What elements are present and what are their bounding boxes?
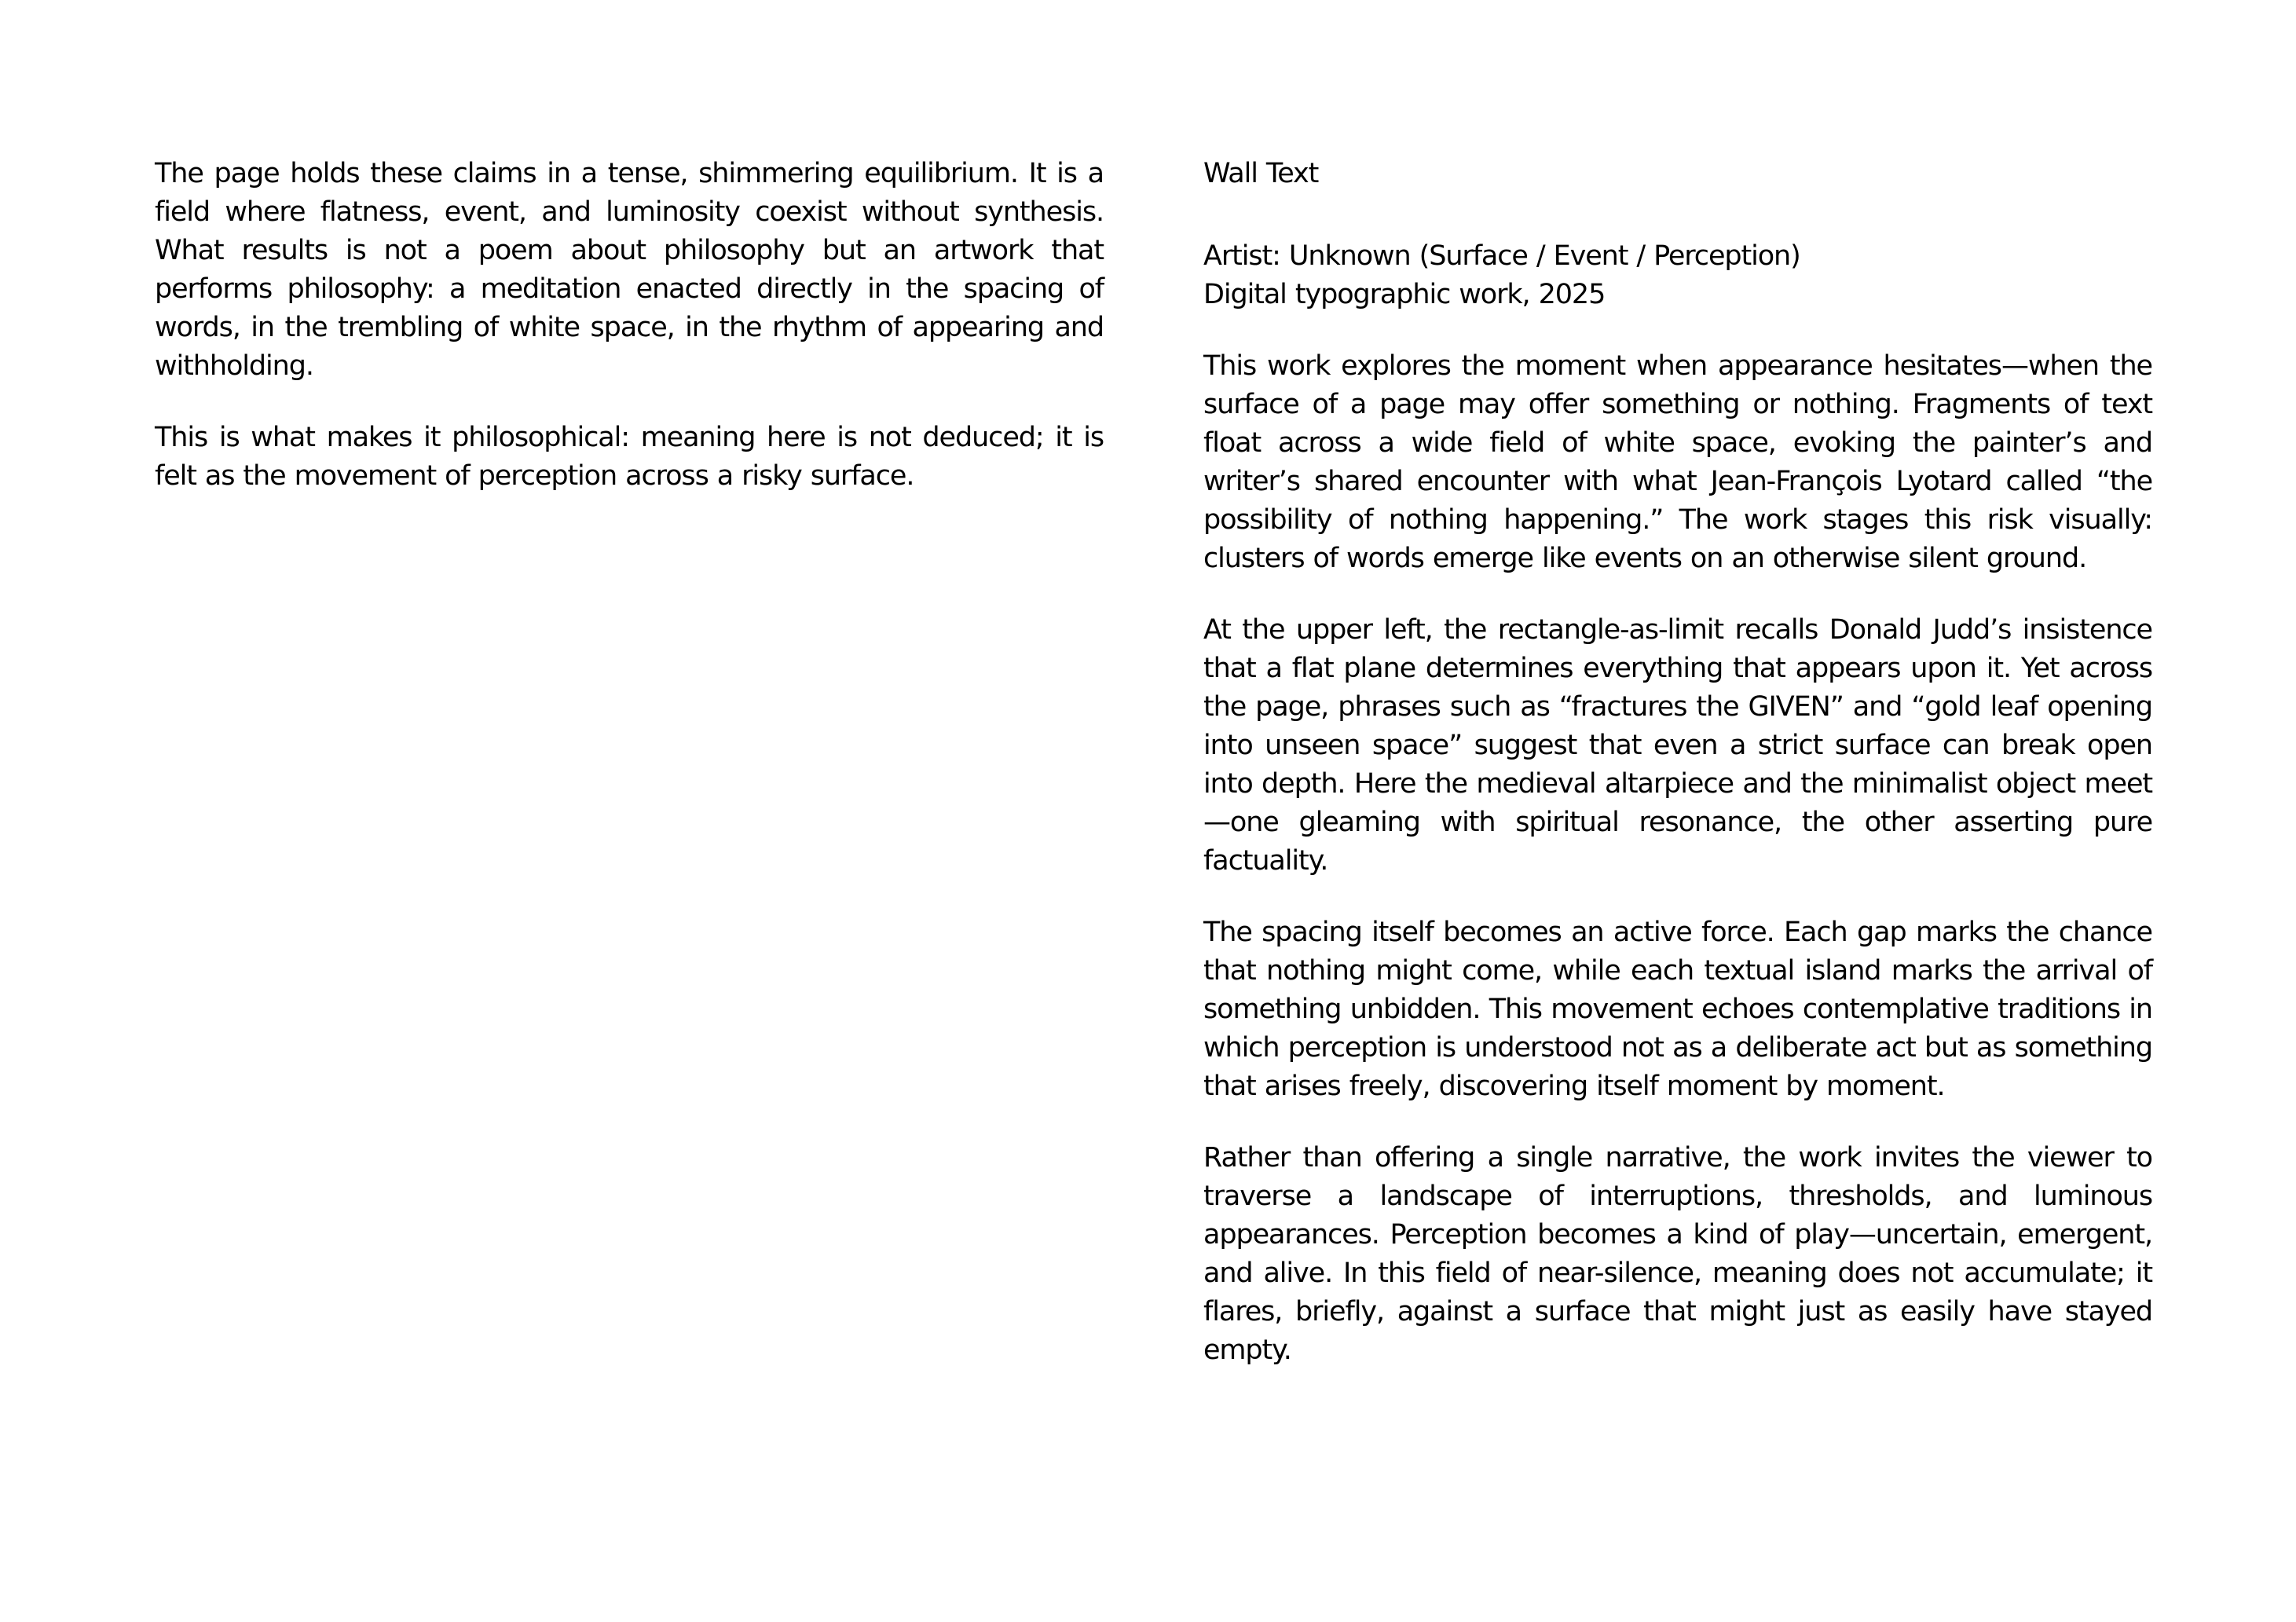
artwork-metadata <box>1203 237 2152 314</box>
wall-text-heading: Wall Text <box>1203 158 1319 189</box>
left-column <box>155 155 1104 529</box>
wall-text-paragraph-4: Rather than offering a single narrative, the work invites the viewer to traverse a landscape of interruptions, thresholds, and luminous appearances. Perception becomes a kind of play—uncertain, emergent, and alive. In this field of near-silence, meaning does not accumulate; it flares, briefly, against a surface that might just as easily have stayed empty. <box>1203 1142 2152 1366</box>
wall-text-column <box>1203 155 2152 1403</box>
wall-text-paragraph-3: The spacing itself becomes an active force. Each gap marks the chance that nothing might come, while each textual island marks the arrival of something unbidden. This movement echoes contemplative traditions in which perception is understood not as a deliberate act but as something that arises freely, discovering itself moment by moment. <box>1203 917 2152 1102</box>
medium-line: Digital typographic work, 2025 <box>1203 279 1606 310</box>
artist-line: Artist: Unknown (Surface / Event / Perception) <box>1203 240 1800 272</box>
wall-text-paragraph-2: At the upper left, the rectangle-as-limit recalls Donald Judd’s insistence that a flat plane determines everything that appears upon it. Yet across the page, phrases such as “fractures the GIVEN” and “gold leaf opening into unseen space” suggest that even a strict surface can break open into depth. Here the medieval altarpiece and the minimalist object meet—one gleaming with spiritual resonance, the other asserting pure factuality. <box>1203 614 2152 877</box>
left-paragraph-2: This is what makes it philosophical: meaning here is not deduced; it is felt as the movement of perception across a risky surface. <box>155 422 1104 492</box>
wall-text-paragraph-1: This work explores the moment when appearance hesitates—when the surface of a page may offer something or nothing. Fragments of text float across a wide field of white space, evoking the painter’s and writer’s shared encounter with what Jean-François Lyotard called “the possibility of nothing happening.” The work stages this risk visually: clusters of words emerge like events on an otherwise silent ground. <box>1203 350 2152 574</box>
left-paragraph-1: The page holds these claims in a tense, shimmering equilibrium. It is a field where flatness, event, and luminosity coexist without synthesis. What results is not a poem about philosophy but an artwork that performs philosophy: a meditation enacted directly in the spacing of words, in the trembling of white space, in the rhythm of appearing and withholding. <box>155 158 1104 382</box>
